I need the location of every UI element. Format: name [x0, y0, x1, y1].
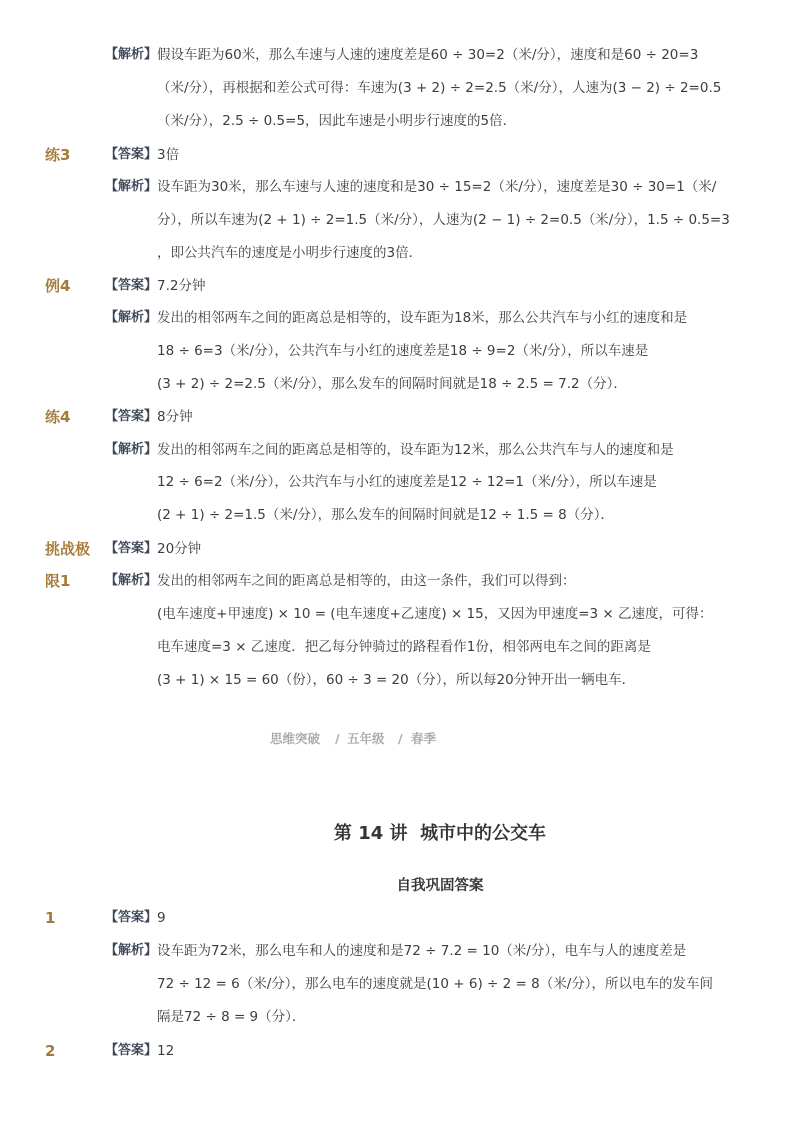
analysis-line: (2 + 1) ÷ 2=1.5（米/分），那么发车的间隔时间就是12 ÷ 1.5 = 8（分）．: [157, 507, 614, 523]
analysis-line: 设车距为30米，那么车速与人速的速度和是30 ÷ 15=2（米/分），速度差是30 ÷ 30=1（米/: [157, 179, 717, 195]
answer-value: 3倍: [157, 147, 180, 163]
problem-label: 2: [45, 1042, 56, 1060]
answer-row: [0, 139, 800, 171]
analysis-row: [0, 204, 800, 236]
analysis-line: 隔是72 ÷ 8 = 9（分）．: [157, 1009, 306, 1025]
answer-row: [0, 270, 800, 302]
chapter-number: 第 14 讲: [333, 823, 408, 844]
footer-series: 思维突破: [270, 731, 321, 746]
analysis-line: 发出的相邻两车之间的距离总是相等的，设车距为18米，那么公共汽车与小红的速度和是: [157, 310, 688, 326]
answer-value: 12: [157, 1043, 175, 1059]
chapter-title: 城市中的公交车: [420, 823, 547, 844]
analysis-tag: 【解析】: [105, 442, 158, 457]
analysis-row: [0, 935, 800, 967]
analysis-tag: 【解析】: [105, 573, 158, 588]
analysis-row: [0, 968, 800, 1000]
analysis-line: 电车速度=3 × 乙速度．把乙每分钟骑过的路程看作1份，相邻两电车之间的距离是: [157, 639, 651, 655]
answer-row: [0, 902, 800, 934]
analysis-tag: 【解析】: [105, 47, 158, 62]
analysis-row: [0, 434, 800, 466]
analysis-line: （米/分），再根据和差公式可得：车速为(3 + 2) ÷ 2=2.5（米/分），人速为(3 − 2) ÷ 2=0.5: [157, 80, 722, 96]
analysis-row: [0, 39, 800, 71]
analysis-row: [0, 565, 800, 597]
analysis-line: (电车速度+甲速度) × 10 = (电车速度+乙速度) × 15，又因为甲速度=3 × 乙速度，可得：: [157, 606, 713, 622]
problem-label: 挑战极: [45, 540, 91, 558]
analysis-row: [0, 466, 800, 498]
analysis-line: (3 + 2) ÷ 2=2.5（米/分），那么发车的间隔时间就是18 ÷ 2.5 = 7.2（分）．: [157, 376, 627, 392]
analysis-row: [0, 1001, 800, 1033]
answer-tag: 【答案】: [105, 147, 158, 162]
analysis-row: [0, 302, 800, 334]
analysis-row: [0, 368, 800, 400]
answer-value: 8分钟: [157, 409, 193, 425]
analysis-line: （米/分），2.5 ÷ 0.5=5，因此车速是小明步行速度的5倍．: [157, 113, 517, 129]
analysis-line: 假设车距为60米，那么车速与人速的速度差是60 ÷ 30=2（米/分），速度和是60 ÷ 20=3: [157, 47, 699, 63]
analysis-row: [0, 171, 800, 203]
chapter-heading: [0, 818, 800, 850]
problem-label: 限1: [45, 572, 71, 590]
answer-tag: 【答案】: [105, 409, 158, 424]
problem-label: 1: [45, 909, 56, 927]
analysis-line: 发出的相邻两车之间的距离总是相等的，设车距为12米，那么公共汽车与人的速度和是: [157, 442, 674, 458]
analysis-row: [0, 598, 800, 630]
analysis-line: 设车距为72米，那么电车和人的速度和是72 ÷ 7.2 = 10（米/分），电车与人的速度差是: [157, 943, 687, 959]
answer-row: [0, 533, 800, 565]
analysis-line: (3 + 1) × 15 = 60（份），60 ÷ 3 = 20（分），所以每20分钟开出一辆电车．: [157, 672, 636, 688]
analysis-line: 18 ÷ 6=3（米/分），公共汽车与小红的速度差是18 ÷ 9=2（米/分），所以车速是: [157, 343, 649, 359]
analysis-row: [0, 499, 800, 531]
analysis-row: [0, 105, 800, 137]
footer-separator: /: [398, 731, 403, 746]
analysis-row: [0, 237, 800, 269]
analysis-row: [0, 664, 800, 696]
page-footer: [0, 727, 800, 751]
answer-value: 7.2分钟: [157, 278, 206, 294]
analysis-row: [0, 335, 800, 367]
analysis-tag: 【解析】: [105, 310, 158, 325]
answer-tag: 【答案】: [105, 541, 158, 556]
analysis-row: [0, 631, 800, 663]
problem-label: 练3: [45, 146, 71, 164]
section-title: 自我巩固答案: [396, 878, 484, 894]
analysis-tag: 【解析】: [105, 943, 158, 958]
answer-tag: 【答案】: [105, 910, 158, 925]
footer-separator: /: [335, 731, 340, 746]
answer-row: [0, 401, 800, 433]
answer-row: [0, 1035, 800, 1067]
analysis-line: 12 ÷ 6=2（米/分），公共汽车与小红的速度差是12 ÷ 12=1（米/分），所以车速是: [157, 474, 657, 490]
analysis-line: 72 ÷ 12 = 6（米/分），那么电车的速度就是(10 + 6) ÷ 2 = 8（米/分），所以电车的发车间: [157, 976, 713, 992]
answer-tag: 【答案】: [105, 278, 158, 293]
footer-grade: 五年级: [347, 731, 385, 746]
answer-value: 9: [157, 910, 166, 926]
analysis-tag: 【解析】: [105, 179, 158, 194]
problem-label: 练4: [45, 408, 71, 426]
analysis-line: 分），所以车速为(2 + 1) ÷ 2=1.5（米/分），人速为(2 − 1) ÷ 2=0.5（米/分），1.5 ÷ 0.5=3: [157, 212, 730, 228]
analysis-row: [0, 72, 800, 104]
footer-season: 春季: [411, 731, 437, 746]
answer-tag: 【答案】: [105, 1043, 158, 1058]
analysis-line: ，即公共汽车的速度是小明步行速度的3倍．: [157, 245, 423, 261]
answer-value: 20分钟: [157, 541, 202, 557]
analysis-line: 发出的相邻两车之间的距离总是相等的，由这一条件，我们可以得到：: [157, 573, 576, 589]
problem-label: 例4: [45, 277, 71, 295]
